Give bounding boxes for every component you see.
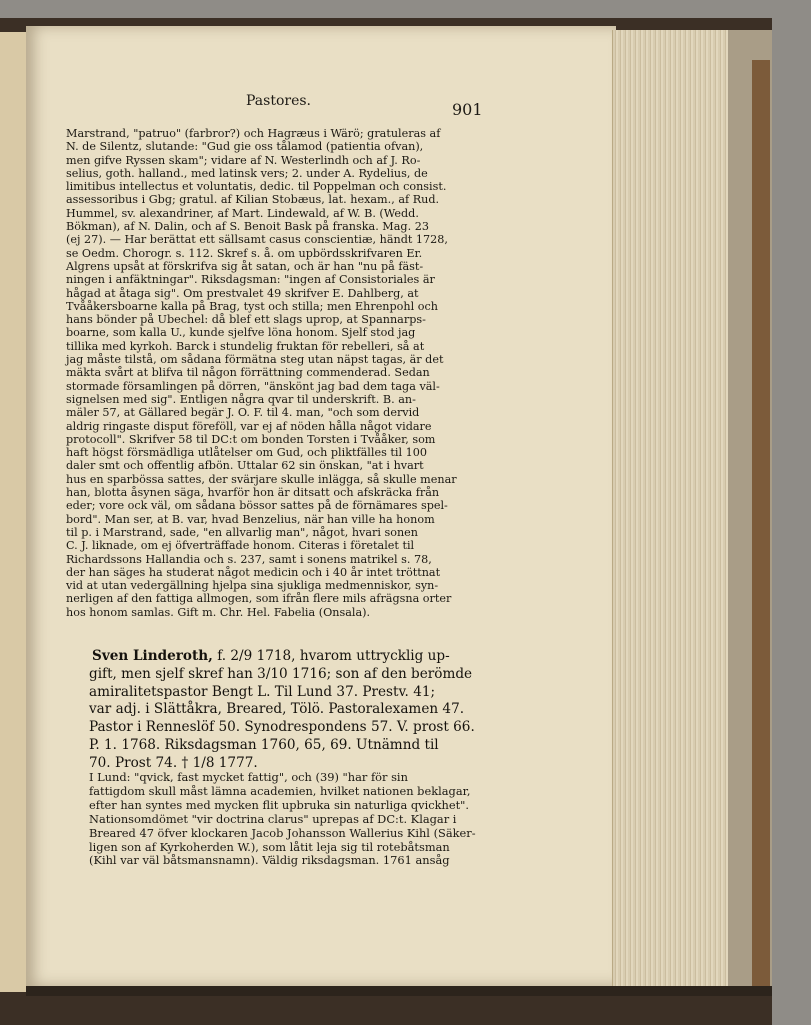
text-line: Algrens upsåt at förskrifva sig åt satan, och är han "nu på fäst-	[66, 259, 424, 273]
text-line: boarne, som kalla U., kunde sjelfve löna honom. Sjelf stod jag	[66, 326, 416, 340]
entry-name: Sven Linderoth,	[92, 648, 213, 664]
text-line: f. 2/9 1718, hvarom uttrycklig up-	[212, 648, 450, 664]
text-line: til p. i Marstrand, sade, "en allvarlig man", något, hvari sonen	[66, 525, 419, 539]
text-line: signelsen med sig". Entligen några qvar til underskrift. B. an-	[66, 392, 416, 406]
text-line: efter han syntes med mycken flit upbruka sin naturliga qvickhet".	[89, 797, 470, 812]
entry-notes	[89, 771, 489, 868]
text-line: amiralitetspastor Bengt L. Til Lund 37. Prestv. 41;	[89, 683, 436, 700]
biography-entry	[89, 648, 489, 773]
text-line: ningen i anfäktningar". Riksdagsman: "ingen af Consistoriales är	[66, 273, 435, 287]
entry-first-line	[92, 648, 489, 666]
text-line: hos honom samlas. Gift m. Chr. Hel. Fabelia (Onsala).	[66, 605, 371, 619]
text-line: nerligen af den fattiga allmogen, som ifrån flere mils afrägsna orter	[66, 592, 452, 606]
text-line: men gifve Ryssen skam"; vidare af N. Westerlindh och af J. Ro-	[66, 153, 421, 167]
text-line: N. de Silentz, slutande: "Gud gie oss tålamod (patientia ofvan),	[66, 140, 424, 154]
text-line: hus en sparbössa sattes, der svärjare skulle inlägga, så skulle menar	[66, 472, 457, 486]
text-line: I Lund: "qvick, fast mycket fattig", och (39) "har för sin	[89, 770, 408, 784]
text-line: ligen son af Kyrkoherden W.), som låtit leja sig til rotebåtsman	[89, 839, 450, 854]
text-line: Bökman), af N. Dalin, och af S. Benoit Bask på franska. Mag. 23	[66, 220, 429, 234]
text-line: mäler 57, at Gällared begär J. O. F. til 4. man, "och som dervid	[66, 406, 420, 420]
text-line: aldrig ringaste disput föreföll, var ej af nöden hålla något vidare	[66, 419, 432, 433]
text-line: bord". Man ser, at B. var, hvad Benzelius, när han ville ha honom	[66, 512, 435, 526]
cover-spine-strip	[752, 60, 770, 990]
text-line: hans bönder på Ubechel: då blef ett slags uprор, at Spannarps-	[66, 313, 426, 327]
text-line: han, blotta åsynen säga, hvarför hon är ditsatt och afskräcka från	[66, 486, 440, 500]
text-line: se Oedm. Chorogr. s. 112. Skref s. å. om upbördsskrifvaren Er.	[66, 246, 423, 260]
text-line: Hummel, sv. alexandriner, af Mart. Lindewald, af W. B. (Wedd.	[66, 206, 419, 220]
text-line: eder; vore ock väl, om sådana bössor sattes på de förnämares spel-	[66, 499, 448, 513]
text-line: vid at utan vedergällning hjelpa sina sjukliga medmenniskor, syn-	[66, 579, 439, 593]
text-line: protocoll". Skrifver 58 til DC:t om bonden Torsten i Tvååker, som	[66, 432, 436, 446]
text-line: gift, men sjelf skref han 3/10 1716; son af den berömde	[89, 665, 473, 682]
text-line: 70. Prost 74. † 1/8 1777.	[89, 754, 258, 771]
text-line: hågad at åtaga sig". Om prestvalet 49 skrifver E. Dahlberg, at	[66, 286, 419, 300]
text-line: Tvååkersboarne kalla på Brag, tyst och stilla; men Ehrenpohl och	[66, 299, 438, 313]
page-stack-edges	[612, 30, 731, 988]
text-line: fattigdom skull måst lämna academien, hvilket nationen beklagar,	[89, 783, 471, 798]
text-line: daler smt och offentlig afbön. Uttalar 62 sin önskan, "at i hvart	[66, 459, 424, 473]
book-bottom-edge	[26, 986, 772, 996]
text-line: limitibus intellectus et voluntatis, dedic. til Poppelman och consist.	[66, 180, 447, 194]
text-line: der han säges ha studerat något medicin och i 40 år intet tröttnat	[66, 565, 441, 579]
text-line: Nationsomdömet "vir doctrina clarus" uprepas af DC:t. Klagar i	[89, 811, 457, 826]
text-line: Richardssons Hallandia och s. 237, samt i sonens matrikel s. 78,	[66, 552, 432, 566]
text-line: (Kihl var väl båtsmansnamn). Väldig riksdagsman. 1761 ansåg	[89, 853, 450, 868]
text-line: Marstrand, "patruo" (farbror?) och Hagræus i Wärö; gratuleras af	[66, 127, 441, 140]
text-line: stormade församlingen på dörren, "änskönt jag bad dem taga väl-	[66, 379, 440, 393]
text-line: assessoribus i Gbg; gratul. af Kilian Stobæus, lat. hexam., af Rud.	[66, 193, 440, 207]
body-text	[66, 127, 490, 619]
left-page-edge	[0, 32, 28, 992]
running-head: Pastores.	[246, 93, 311, 109]
text-line: Breared 47 öfver klockaren Jacob Johansson Wallerius Kihl (Säker-	[89, 825, 476, 840]
text-line: (ej 27). — Har berättat ett sällsamt casus conscientiæ, händt 1728,	[66, 233, 448, 247]
text-line: tillika med kyrkoh. Barck i stundelig fruktan för rebelleri, så at	[66, 339, 425, 353]
page-number: 901	[452, 100, 483, 119]
text-line: selius, goth. halland., med latinsk vers; 2. under A. Rydelius, de	[66, 166, 428, 180]
text-line: C. J. liknade, om ej öfverträffade honom. Citeras i företalet til	[66, 539, 415, 553]
text-line: mäkta svårt at blifva til någon förrättning commenderad. Sedan	[66, 366, 430, 380]
text-line: haft högst försmädliga utlåtelser om Gud, och pliktfälles til 100	[66, 446, 427, 460]
text-line: jag måste tilstå, om sådana förmätna steg utan näpst tagas, är det	[66, 353, 444, 367]
text-line: Pastor i Renneslöf 50. Synodrespondens 57. V. prost 66.	[89, 719, 475, 736]
text-line: P. 1. 1768. Riksdagsman 1760, 65, 69. Utnämnd til	[89, 736, 439, 753]
text-line: var adj. i Slättåkra, Breared, Tölö. Pastoralexamen 47.	[89, 701, 465, 718]
